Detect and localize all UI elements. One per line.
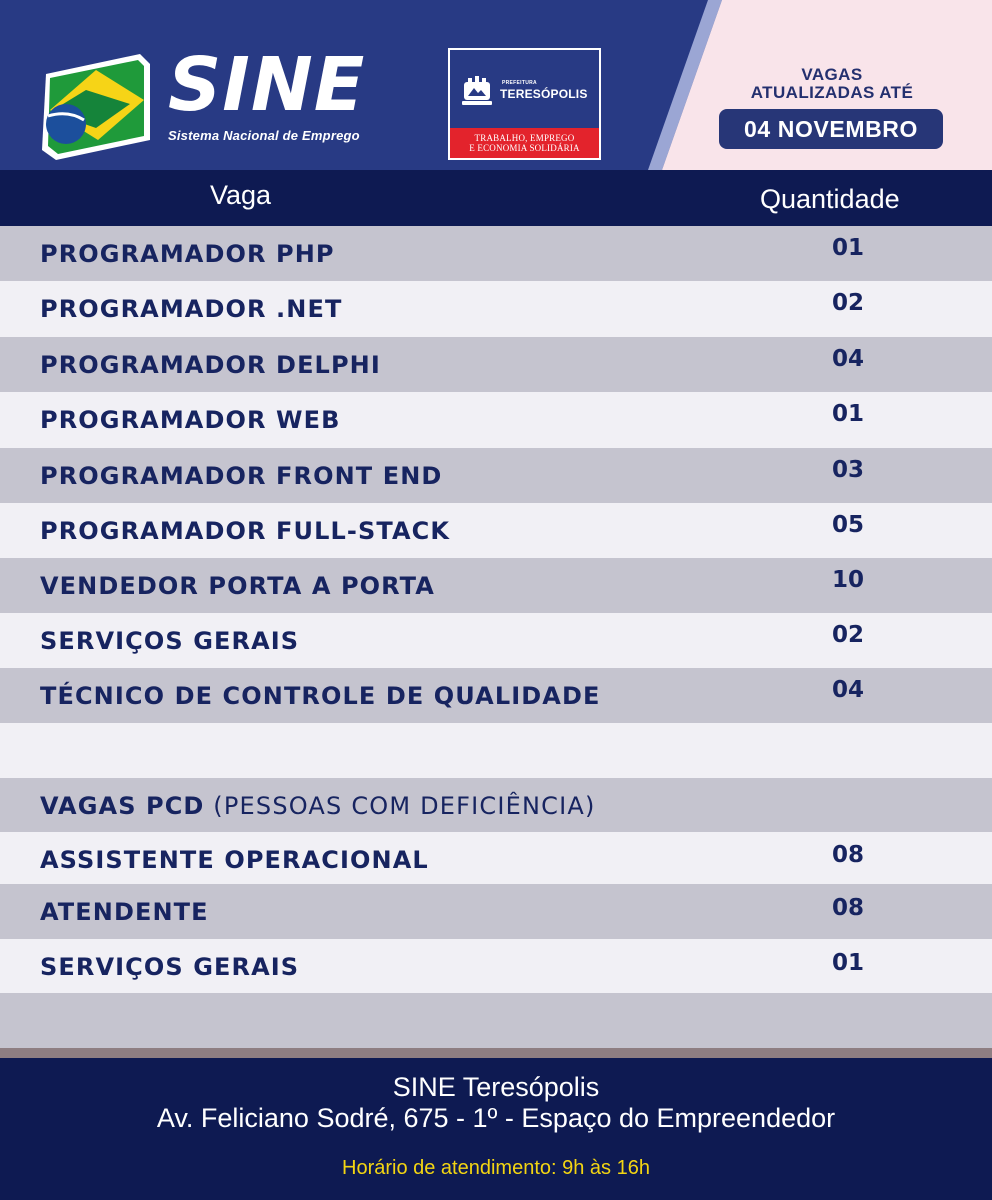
table-row (0, 503, 992, 558)
city-emblem-icon (460, 74, 494, 108)
footer-office-name: SINE Teresópolis (392, 1072, 600, 1102)
pcd-section-title (40, 792, 596, 820)
footer-address: Av. Feliciano Sodré, 675 - 1º - Espaço do Empreendedor (156, 1103, 836, 1133)
column-header-quantidade: Quantidade (760, 184, 900, 214)
job-title: ATENDENTE (40, 898, 209, 926)
job-quantity: 04 (831, 346, 864, 372)
brazil-flag-logo-icon (38, 52, 154, 162)
vagas-updated-label (720, 66, 944, 102)
table-row (0, 226, 992, 281)
department-line-2: E ECONOMIA SOLIDÁRIA (469, 143, 580, 153)
pcd-title-bold: VAGAS PCD (40, 792, 205, 820)
spacer-row (0, 993, 992, 1048)
table-header (0, 170, 992, 226)
job-title: PROGRAMADOR FULL-STACK (40, 517, 451, 545)
job-title: PROGRAMADOR .NET (40, 295, 343, 323)
job-quantity: 05 (831, 512, 864, 538)
job-title: SERVIÇOS GERAIS (40, 627, 300, 655)
table-row (0, 448, 992, 503)
footer-opening-hours: Horário de atendimento: 9h às 16h (342, 1157, 650, 1179)
footer (0, 1058, 992, 1200)
footer-divider (0, 1048, 992, 1058)
job-title: PROGRAMADOR FRONT END (40, 462, 443, 490)
update-date-badge: 04 NOVEMBRO (719, 109, 943, 149)
vagas-line-2: ATUALIZADAS ATÉ (750, 83, 914, 102)
table-row (0, 558, 992, 613)
job-quantity: 08 (831, 895, 864, 921)
sine-logo-title: SINE (168, 42, 366, 128)
job-quantity: 02 (831, 290, 864, 316)
job-title: PROGRAMADOR PHP (40, 240, 335, 268)
sine-logo-subtitle: Sistema Nacional de Emprego (168, 128, 360, 143)
job-title: TÉCNICO DE CONTROLE DE QUALIDADE (40, 682, 601, 710)
job-title: SERVIÇOS GERAIS (40, 953, 300, 981)
prefeitura-city: TERESÓPOLIS (500, 87, 588, 101)
table-row (0, 392, 992, 448)
pcd-title-description: (PESSOAS COM DEFICIÊNCIA) (204, 792, 596, 820)
job-quantity: 03 (831, 457, 864, 483)
job-quantity: 10 (831, 567, 864, 593)
job-title: PROGRAMADOR DELPHI (40, 351, 381, 379)
column-header-vaga: Vaga (210, 180, 272, 210)
job-quantity: 01 (831, 950, 864, 976)
table-row (0, 337, 992, 392)
table-row (0, 939, 992, 993)
table-row (0, 613, 992, 668)
table-row (0, 668, 992, 723)
prefeitura-logo (448, 48, 601, 160)
header-banner (0, 0, 992, 170)
department-line-1: TRABALHO, EMPREGO (474, 132, 575, 143)
vagas-line-1: VAGAS (801, 65, 863, 84)
job-quantity: 01 (831, 401, 864, 427)
table-row (0, 281, 992, 337)
spacer-row (0, 723, 992, 778)
prefeitura-department (450, 128, 599, 158)
job-quantity: 02 (831, 622, 864, 648)
job-quantity: 01 (831, 235, 864, 261)
job-quantity: 08 (831, 842, 864, 868)
table-row (0, 832, 992, 884)
prefeitura-label: PREFEITURA (502, 80, 537, 86)
job-title: ASSISTENTE OPERACIONAL (40, 846, 429, 874)
job-title: VENDEDOR PORTA A PORTA (40, 572, 435, 600)
job-title: PROGRAMADOR WEB (40, 406, 341, 434)
table-row (0, 884, 992, 939)
pcd-section-header (0, 778, 992, 832)
job-quantity: 04 (831, 677, 864, 703)
